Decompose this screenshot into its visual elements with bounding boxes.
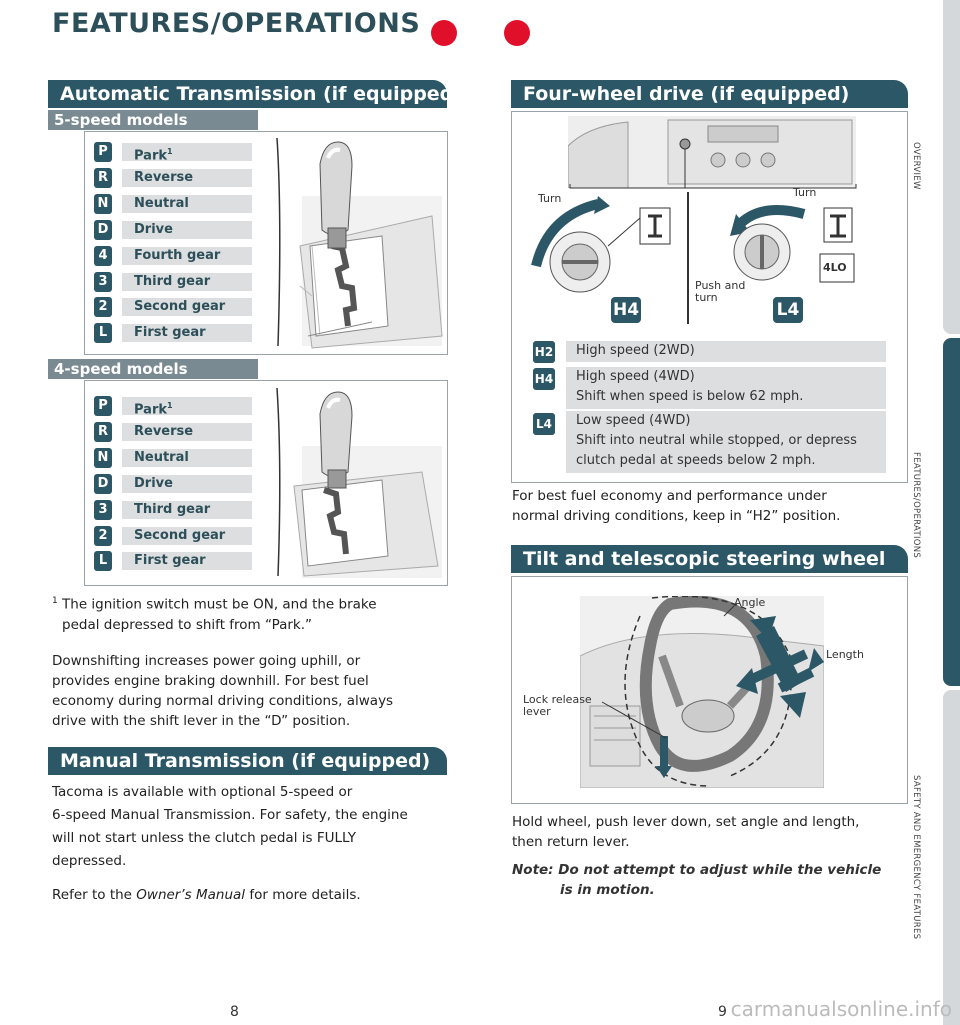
five-speed-gear-badge: 3 — [94, 272, 112, 292]
five-speed-gear-badge: D — [94, 220, 112, 240]
transfer-knob-left — [528, 196, 686, 300]
footnote-line-2: pedal depressed to shift from “Park.” — [62, 616, 313, 633]
watermark: carmanualsonline.info — [730, 997, 952, 1021]
side-tab-safety[interactable] — [943, 690, 960, 1025]
four-speed-gear-label — [122, 552, 252, 570]
five-speed-gear-label — [122, 143, 252, 164]
four-speed-gear-label — [122, 475, 252, 493]
five-speed-gear-label-text: Third gear — [134, 273, 211, 289]
page-number-right: 9 — [718, 1004, 727, 1020]
four-speed-gear-badge: P — [94, 396, 112, 416]
owners-manual-title: Owner’s Manual — [136, 887, 246, 903]
side-tab-label-overview: OVERVIEW — [911, 142, 921, 190]
lock-release-leader-line — [600, 700, 670, 740]
five-speed-gear-badge: 4 — [94, 246, 112, 266]
manual-transmission-header: Manual Transmission (if equipped) — [48, 747, 447, 775]
manual-line: Tacoma is available with optional 5-speed or — [52, 784, 353, 800]
four-speed-subheader: 4-speed models — [48, 359, 258, 379]
page-title: FEATURES/OPERATIONS — [52, 8, 421, 39]
four-speed-gear-label-text: Park — [134, 402, 168, 418]
note-line-1: Note: Do not attempt to adjust while the vehicle — [512, 862, 882, 878]
auto-transmission-header: Automatic Transmission (if equipped) — [48, 80, 447, 108]
four-wheel-drive-header: Four-wheel drive (if equipped) — [511, 80, 908, 108]
steering-wheel-illustration — [580, 596, 824, 788]
five-speed-subheader: 5-speed models — [48, 110, 258, 130]
mode-line: High speed (4WD) — [576, 369, 695, 384]
tilt-note — [512, 860, 912, 900]
lock-line-2: lever — [523, 705, 551, 718]
mode-text-h4 — [566, 367, 886, 409]
mode-line: clutch pedal at speeds below 2 mph. — [576, 453, 816, 468]
manual-line: 6-speed Manual Transmission. For safety, the engine — [52, 807, 408, 823]
five-speed-gear-label — [122, 195, 252, 213]
downshift-line: economy during normal driving conditions, always — [52, 693, 394, 709]
side-tab-label-features: FEATURES/OPERATIONS — [911, 452, 921, 559]
turn-label-left: Turn — [538, 192, 562, 205]
four-lo-label: 4LO — [823, 261, 847, 274]
page-number-left: 8 — [230, 1004, 239, 1020]
five-speed-gear-label-text: Second gear — [134, 299, 226, 315]
four-speed-gear-label-text: Reverse — [134, 423, 194, 439]
four-speed-gear-label — [122, 397, 252, 418]
mode-text-h2 — [566, 341, 886, 362]
five-speed-gear-label — [122, 221, 252, 239]
refer-suffix: for more details. — [245, 887, 361, 903]
four-speed-gear-label-text: Drive — [134, 475, 173, 491]
four-speed-gear-badge: R — [94, 422, 112, 442]
four-speed-gear-badge: D — [94, 474, 112, 494]
refer-prefix: Refer to the — [52, 887, 137, 903]
push-line-1: Push and — [695, 279, 746, 292]
downshift-paragraph — [52, 651, 442, 731]
mode-line: High speed (2WD) — [576, 343, 695, 358]
five-speed-gear-label-text: Neutral — [134, 195, 189, 211]
footnote — [52, 591, 442, 635]
mode-badge-l4: L4 — [533, 413, 555, 435]
five-speed-gear-footnote-mark: 1 — [167, 147, 173, 156]
downshift-line: provides engine braking downhill. For best fuel — [52, 673, 369, 689]
four-speed-gear-label — [122, 449, 252, 467]
five-speed-gear-label-text: Drive — [134, 221, 173, 237]
five-speed-gear-badge: L — [94, 323, 112, 343]
manual-paragraph — [52, 781, 452, 873]
push-and-turn-label — [695, 280, 745, 304]
fuel-line: normal driving conditions, keep in “H2” position. — [512, 508, 841, 524]
five-speed-gear-label — [122, 273, 252, 291]
side-tab-label-safety: SAFETY AND EMERGENCY FEATURES — [911, 775, 921, 940]
big-badge-h4: H4 — [611, 297, 641, 323]
mode-line: Low speed (4WD) — [576, 413, 691, 428]
red-dot-right — [504, 20, 530, 46]
fuel-economy-paragraph — [512, 486, 912, 526]
mode-line: Shift when speed is below 62 mph. — [576, 389, 804, 404]
five-speed-gear-label-text: Park — [134, 148, 168, 164]
footnote-line-1: The ignition switch must be ON, and the brake — [62, 596, 377, 613]
four-speed-gear-label — [122, 423, 252, 441]
five-speed-gear-badge: 2 — [94, 297, 112, 317]
five-speed-gear-label — [122, 324, 252, 342]
big-badge-l4: L4 — [773, 297, 803, 323]
five-speed-gear-label-text: First gear — [134, 325, 206, 341]
four-speed-shifter-illustration — [272, 386, 444, 582]
mode-text-l4 — [566, 411, 886, 473]
four-speed-gear-badge: 3 — [94, 500, 112, 520]
five-speed-gear-badge: N — [94, 194, 112, 214]
note-line-2: is in motion. — [560, 882, 655, 898]
five-speed-gear-label-text: Fourth gear — [134, 247, 221, 263]
five-speed-gear-label-text: Reverse — [134, 169, 194, 185]
four-speed-gear-badge: N — [94, 448, 112, 468]
four-speed-gear-label-text: Third gear — [134, 501, 211, 517]
downshift-line: drive with the shift lever in the “D” position. — [52, 713, 351, 729]
angle-label: Angle — [734, 596, 766, 609]
four-speed-gear-label — [122, 501, 252, 519]
tilt-line: Hold wheel, push lever down, set angle and length, — [512, 814, 860, 830]
mode-badge-h4: H4 — [533, 368, 555, 390]
four-speed-gear-badge: 2 — [94, 526, 112, 546]
four-speed-gear-label-text: Neutral — [134, 449, 189, 465]
tilt-steering-header: Tilt and telescopic steering wheel — [511, 545, 908, 573]
five-speed-gear-label — [122, 247, 252, 265]
four-speed-gear-badge: L — [94, 551, 112, 571]
side-tab-overview[interactable] — [943, 0, 960, 334]
four-wheel-drive-dash-illustration — [568, 116, 856, 188]
lock-line-1: Lock release — [523, 693, 592, 706]
downshift-line: Downshifting increases power going uphill, or — [52, 653, 361, 669]
length-label: Length — [826, 648, 864, 661]
four-speed-gear-label — [122, 527, 252, 545]
divider-line — [687, 192, 689, 324]
manual-line: depressed. — [52, 853, 127, 869]
tilt-paragraph — [512, 812, 912, 852]
manual-line: will not start unless the clutch pedal is FULLY — [52, 830, 356, 846]
manual-refer — [52, 885, 452, 905]
mode-badge-h2: H2 — [533, 341, 555, 363]
push-line-2: turn — [695, 291, 718, 304]
five-speed-shifter-illustration — [272, 136, 444, 352]
tilt-line: then return lever. — [512, 834, 630, 850]
red-dot-left — [431, 20, 457, 46]
five-speed-gear-badge: R — [94, 168, 112, 188]
fuel-line: For best fuel economy and performance under — [512, 488, 827, 504]
four-speed-gear-label-text: First gear — [134, 553, 206, 569]
mode-line: Shift into neutral while stopped, or depress — [576, 433, 857, 448]
five-speed-gear-label — [122, 298, 252, 316]
five-speed-gear-badge: P — [94, 142, 112, 162]
turn-label-right: Turn — [793, 186, 817, 199]
five-speed-gear-label — [122, 169, 252, 187]
footnote-mark: 1 — [52, 596, 58, 606]
four-speed-gear-label-text: Second gear — [134, 527, 226, 543]
lock-release-label — [523, 694, 592, 718]
four-speed-gear-footnote-mark: 1 — [167, 401, 173, 410]
side-tab-features[interactable] — [943, 338, 960, 686]
